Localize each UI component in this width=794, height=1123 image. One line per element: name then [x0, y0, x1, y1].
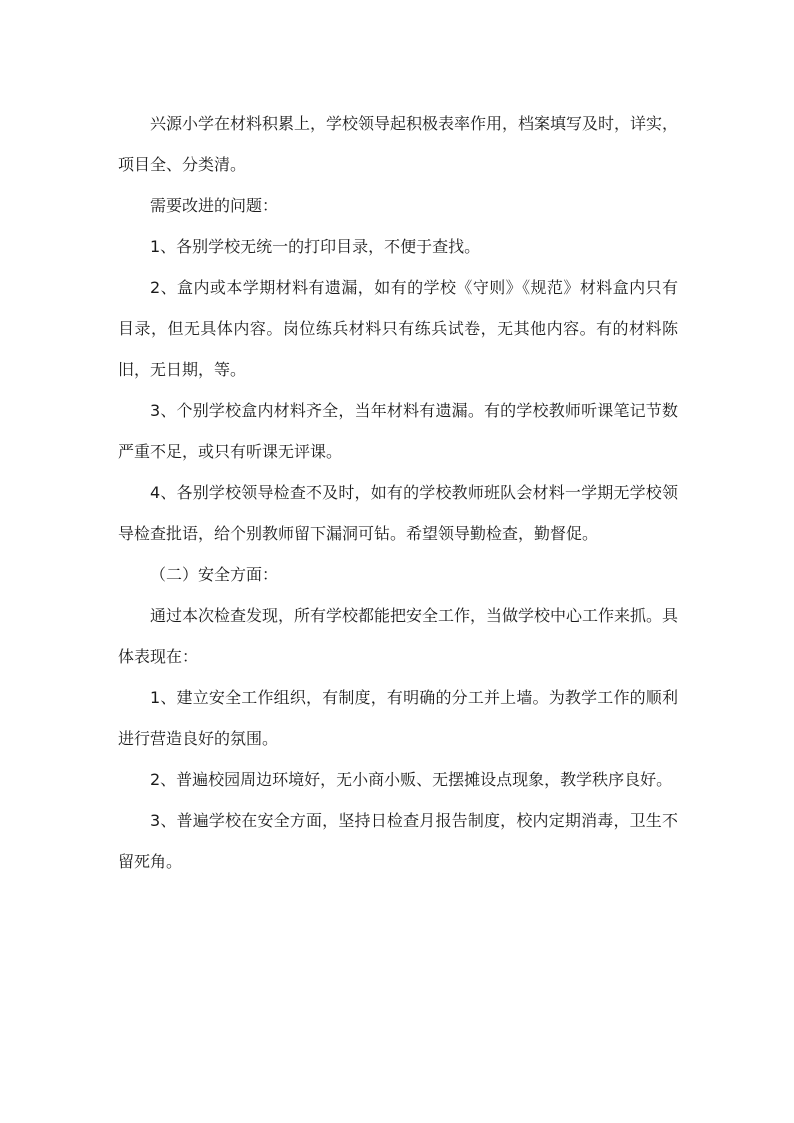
paragraph-issue-2: 2、盒内或本学期材料有遗漏，如有的学校《守则》《规范》材料盒内只有目录，但无具体内容。岗位练兵材料只有练兵试卷，无其他内容。有的材料陈旧，无日期，等。	[118, 278, 678, 379]
section-heading-safety: （二）安全方面：	[150, 565, 279, 584]
paragraph-safety-2: 2、普遍校园周边环境好，无小商小贩、无摆摊设点现象，教学秩序良好。	[150, 770, 673, 789]
paragraph-issue-3: 3、个别学校盒内材料齐全，当年材料有遗漏。有的学校教师听课笔记节数严重不足，或只有听课无评课。	[118, 401, 678, 461]
paragraph-safety-1: 1、建立安全工作组织，有制度，有明确的分工并上墙。为教学工作的顺利进行营造良好的氛围。	[118, 688, 678, 748]
document-body	[118, 103, 678, 882]
paragraph-material-summary: 兴源小学在材料积累上，学校领导起积极表率作用，档案填写及时，详实，项目全、分类清。	[118, 114, 679, 174]
paragraph-issues-heading: 需要改进的问题：	[150, 196, 279, 215]
paragraph-issue-4: 4、各别学校领导检查不及时，如有的学校教师班队会材料一学期无学校领导检查批语，给个别教师留下漏洞可钻。希望领导勤检查，勤督促。	[118, 483, 678, 543]
paragraph-safety-3: 3、普遍学校在安全方面，坚持日检查月报告制度，校内定期消毒，卫生不留死角。	[118, 811, 678, 871]
paragraph-safety-intro: 通过本次检查发现，所有学校都能把安全工作，当做学校中心工作来抓。具体表现在：	[118, 606, 679, 666]
paragraph-issue-1: 1、各别学校无统一的打印目录，不便于查找。	[150, 237, 481, 256]
